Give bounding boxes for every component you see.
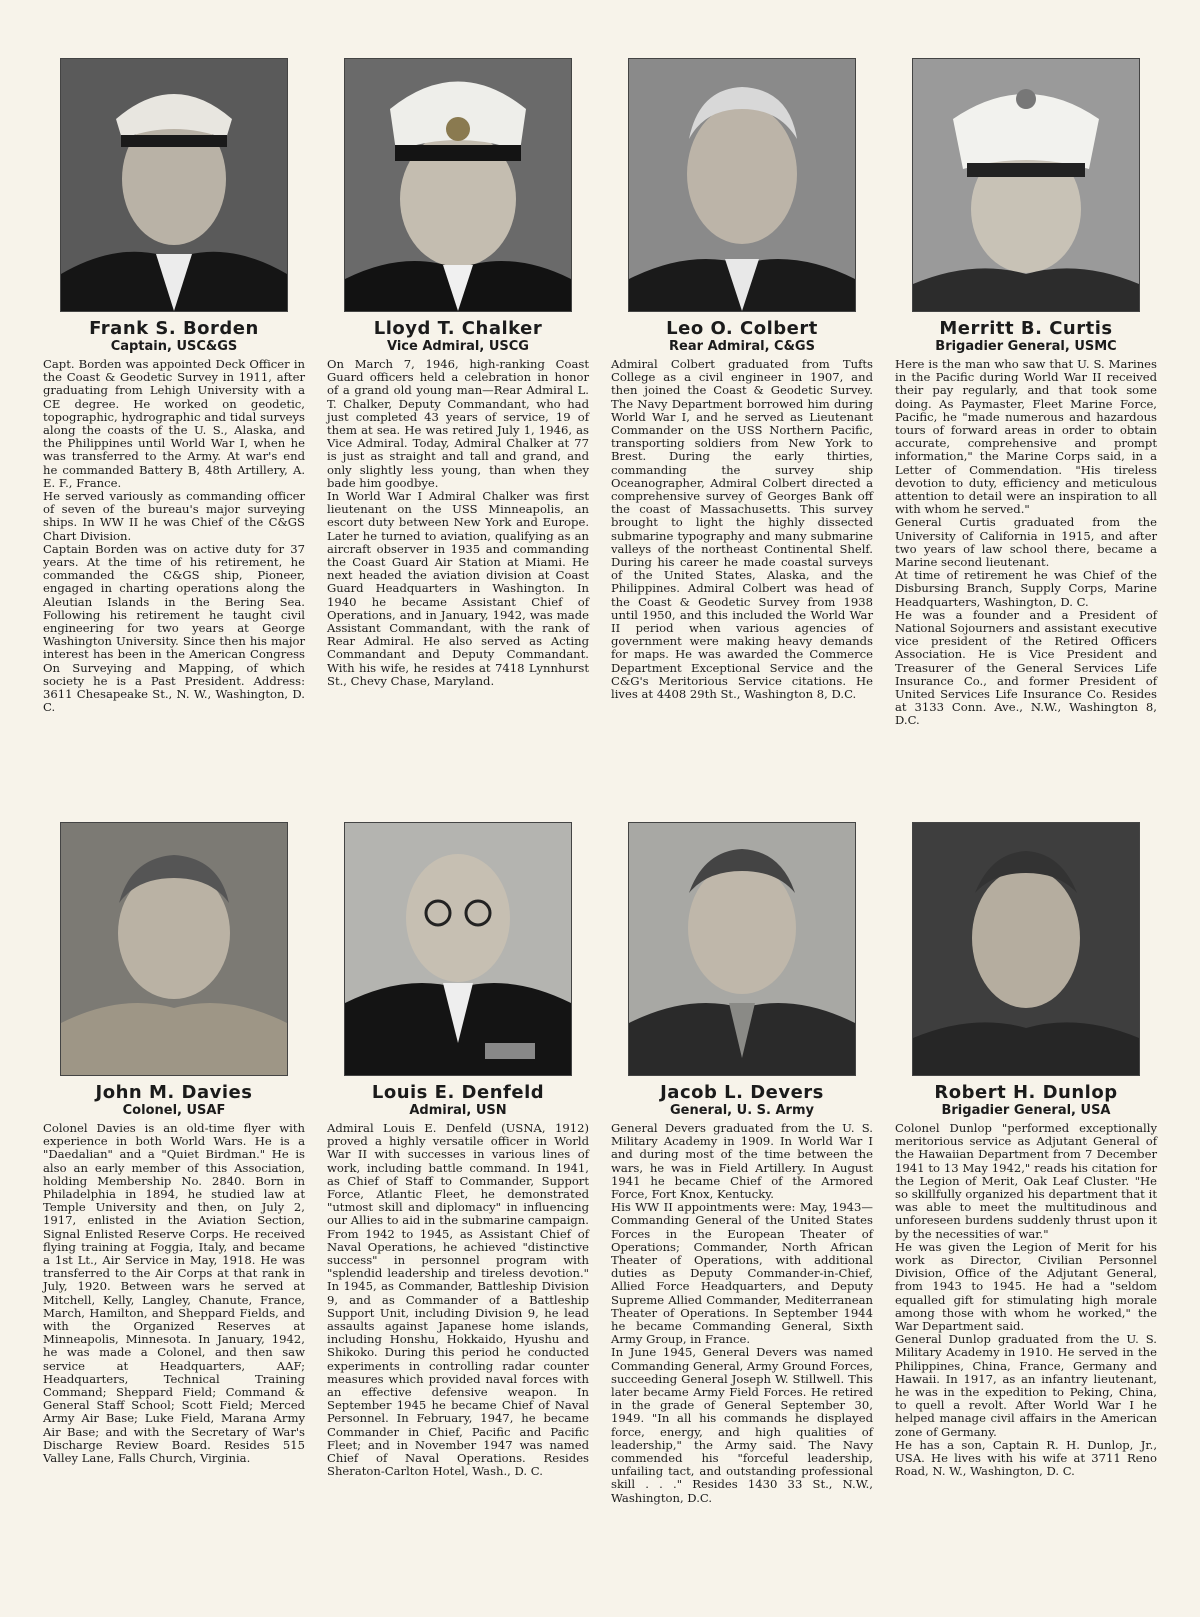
person-bio: On March 7, 1946, high-ranking Coast Guard officers held a celebration in honor of a grand old young man—Rear Admiral L. T. Chalker, Deputy Commandant, who had just completed 43 years of service, 19 of them at sea. He was retired July 1, 1946, as Vice Admiral. Today, Admiral Chalker at 77 is just as straight and tall and grand, and only slightly less young, than when they bade him goodbye. In World War I Admiral Chalker was first lieutenant on the USS Minneapolis, an escort duty between New York and Europe. Later he turned to aviation, qualifying as an aircraft observer in 1935 and commanding the Coast Guard Air Station at Miami. He next headed the aviation division at Coast Guard Headquarters in Washington. In 1940 he became Assistant Chief of Operations, and in January, 1942, was made Assistant Commandant, with the rank of Rear Admiral. He also served as Acting Commandant and Deputy Commandant. With his wife, he resides at 7418 Lynnhurst St., Chevy Chase, Maryland. (327, 357, 589, 688)
portrait-photo (344, 822, 572, 1076)
person-name: Frank S. Borden (89, 318, 259, 339)
profile-curtis (892, 58, 1160, 728)
profile-denfeld (324, 822, 592, 1505)
portrait-image (345, 823, 571, 1075)
profile-borden (40, 58, 308, 728)
person-name: Louis E. Denfeld (371, 1082, 545, 1103)
portrait-photo (60, 822, 288, 1076)
person-bio: Capt. Borden was appointed Deck Officer in the Coast & Geodetic Survey in 1911, after graduating from Lehigh University with a CE degree. He worked on geodetic, topographic, hydrographic and tidal surveys along the coasts of the U. S., Alaska, and the Philippines until World War I, when he was transferred to the Army. At war's end he commanded Battery B, 48th Artillery, A. E. F., France. He served variously as commanding officer of seven of the bureau's major surveying ships. In WW II he was Chief of the C&GS Chart Division. Captain Borden was on active duty for 37 years. At the time of his retirement, he commanded the C&GS ship, Pioneer, engaged in charting operations along the Aleutian Islands in the Bering Sea. Following his retirement he taught civil engineering for two years at George Washington University. Since then his major interest has been in the American Congress On Surveying and Mapping, of which society he is a Past President. Address: 3611 Chesapeake St., N. W., Washington, D. C. (43, 357, 305, 715)
portrait-photo (912, 822, 1140, 1076)
person-name: Lloyd T. Chalker (373, 318, 543, 339)
person-rank: Captain, USC&GS (110, 339, 238, 354)
profile-row-top (40, 58, 1160, 728)
person-bio: Admiral Colbert graduated from Tufts College as a civil engineer in 1907, and then joined the Coast & Geodetic Survey. The Navy Department borrowed him during World War I, and he served as Lieutenant Commander on the USS Northern Pacific, transporting soldiers from New York to Brest. During the early thirties, commanding the survey ship Oceanographer, Admiral Colbert directed a comprehensive survey of Georges Bank off the coast of Massachusetts. This survey brought to light the highly dissected submarine typography and many submarine valleys of the northeast Continental Shelf. During his career he made coastal surveys of the United States, Alaska, and the Philippines. Admiral Colbert was head of the Coast & Geodetic Survey from 1938 until 1950, and this included the World War II period when various agencies of government were making heavy demands for maps. He was awarded the Commerce Department Exceptional Service and the C&G's Meritorious Service citations. He lives at 4408 29th St., Washington 8, D.C. (611, 357, 873, 702)
person-bio: Colonel Davies is an old-time flyer with experience in both World Wars. He is a "Daedalian" and a "Quiet Birdman." He is also an early member of this Association, holding Membership No. 2840. Born in Philadelphia in 1894, he studied law at Temple University and then, on July 2, 1917, enlisted in the Aviation Section, Signal Enlisted Reserve Corps. He received flying training at Foggia, Italy, and became a 1st Lt., Air Service in May, 1918. He was transferred to the Air Corps at that rank in July, 1920. Between wars he served at Mitchell, Kelly, Langley, Chanute, France, March, Hamilton, and Sheppard Fields, and with the Organized Reserves at Minneapolis, Minnesota. In January, 1942, he was made a Colonel, and then saw service at Headquarters, AAF; Headquarters, Technical Training Command; Sheppard Field; Command & General Staff School; Scott Field; Merced Army Air Base; Luke Field, Marana Army Air Base; and with the Secretary of War's Discharge Review Board. Resides 515 Valley Lane, Falls Church, Virginia. (43, 1121, 305, 1466)
person-rank: Admiral, USN (409, 1103, 507, 1118)
person-name: John M. Davies (95, 1082, 253, 1103)
person-name: Leo O. Colbert (666, 318, 818, 339)
profile-devers (608, 822, 876, 1505)
portrait-photo (628, 822, 856, 1076)
person-rank: General, U. S. Army (669, 1103, 814, 1118)
person-rank: Rear Admiral, C&GS (669, 339, 815, 354)
portrait-image (61, 59, 287, 311)
portrait-photo (628, 58, 856, 312)
person-rank: Colonel, USAF (122, 1103, 226, 1118)
portrait-photo (912, 58, 1140, 312)
portrait-image (629, 823, 855, 1075)
person-bio: General Devers graduated from the U. S. Military Academy in 1909. In World War I and during most of the time between the wars, he was in Field Artillery. In August 1941 he became Chief of the Armored Force, Fort Knox, Kentucky. His WW II appointments were: May, 1943—Commanding General of the United States Forces in the European Theater of Operations; Commander, North African Theater of Operations, with additional duties as Deputy Commander-in-Chief, Allied Force Headquarters, and Deputy Supreme Allied Commander, Mediterranean Theater of Operations. In September 1944 he became Commanding General, Sixth Army Group, in France. In June 1945, General Devers was named Commanding General, Army Ground Forces, succeeding General Joseph W. Stillwell. This later became Army Field Forces. He retired in the grade of General September 30, 1949. "In all his commands he displayed force, energy, and high qualities of leadership," the Army said. The Navy commended his "forceful leadership, unfailing tact, and outstanding professional skill . . ." Resides 1430 33 St., N.W., Washington, D.C. (611, 1121, 873, 1505)
portrait-image (913, 59, 1139, 311)
portrait-photo (60, 58, 288, 312)
person-rank: Vice Admiral, USCG (387, 339, 529, 354)
profile-chalker (324, 58, 592, 728)
portrait-image (629, 59, 855, 311)
person-rank: Brigadier General, USA (941, 1103, 1111, 1118)
profile-dunlop (892, 822, 1160, 1505)
portrait-image (345, 59, 571, 311)
portrait-image (61, 823, 287, 1075)
profile-row-bottom (40, 822, 1160, 1505)
person-rank: Brigadier General, USMC (935, 339, 1117, 354)
profile-colbert (608, 58, 876, 728)
profile-davies (40, 822, 308, 1505)
portrait-photo (344, 58, 572, 312)
person-name: Robert H. Dunlop (934, 1082, 1118, 1103)
person-bio: Colonel Dunlop "performed exceptionally meritorious service as Adjutant General of the Hawaiian Department from 7 December 1941 to 13 May 1942," reads his citation for the Legion of Merit, Oak Leaf Cluster. "He so skillfully organized his department that it was able to meet the multitudinous and unforeseen burdens suddenly thrust upon it by the necessities of war." He was given the Legion of Merit for his work as Director, Civilian Personnel Division, Office of the Adjutant General, from 1943 to 1945. He had a "seldom equalled gift for stimulating high morale among those with whom he worked," the War Department said. General Dunlop graduated from the U. S. Military Academy in 1910. He served in the Philippines, China, France, Germany and Hawaii. In 1917, as an infantry lieutenant, he was in the expedition to Peking, China, to quell a revolt. After World War I he helped manage civil affairs in the American zone of Germany. He has a son, Captain R. H. Dunlop, Jr., USA. He lives with his wife at 3711 Reno Road, N. W., Washington, D. C. (895, 1121, 1157, 1479)
person-name: Jacob L. Devers (660, 1082, 824, 1103)
person-name: Merritt B. Curtis (939, 318, 1113, 339)
person-bio: Here is the man who saw that U. S. Marines in the Pacific during World War II received their pay regularly, and that took some doing. As Paymaster, Fleet Marine Force, Pacific, he "made numerous and hazardous tours of forward areas in order to obtain accurate, comprehensive and prompt information," the Marine Corps said, in a Letter of Commendation. "His tireless devotion to duty, efficiency and meticulous attention to detail were an inspiration to all with whom he served." General Curtis graduated from the University of California in 1915, and after two years of law school there, became a Marine second lieutenant. At time of retirement he was Chief of the Disbursing Branch, Supply Corps, Marine Headquarters, Washington, D. C. He was a founder and a President of National Sojourners and assistant executive vice president of the Retired Officers Association. He is Vice President and Treasurer of the General Services Life Insurance Co., and former President of United Services Life Insurance Co. Resides at 3133 Conn. Ave., N.W., Washington 8, D.C. (895, 357, 1157, 728)
portrait-image (913, 823, 1139, 1075)
person-bio: Admiral Louis E. Denfeld (USNA, 1912) proved a highly versatile officer in World War II with successes in various lines of work, including battle command. In 1941, as Chief of Staff to Commander, Support Force, Atlantic Fleet, he demonstrated "utmost skill and diplomacy" in influencing our Allies to aid in the submarine campaign. From 1942 to 1945, as Assistant Chief of Naval Operations, he achieved "distinctive success" in personnel program with "splendid leadership and tireless devotion." In 1945, as Commander, Battleship Division 9, and as Commander of a Battleship Support Unit, including Division 9, he lead assaults against Japanese home islands, including Honshu, Hokkaido, Hyushu and Shikoko. During this period he conducted experiments in controlling radar counter measures which provided naval forces with an effective defensive weapon. In September 1945 he became Chief of Naval Personnel. In February, 1947, he became Commander in Chief, Pacific and Pacific Fleet; and in November 1947 was named Chief of Naval Operations. Resides Sheraton-Carlton Hotel, Wash., D. C. (327, 1121, 589, 1479)
